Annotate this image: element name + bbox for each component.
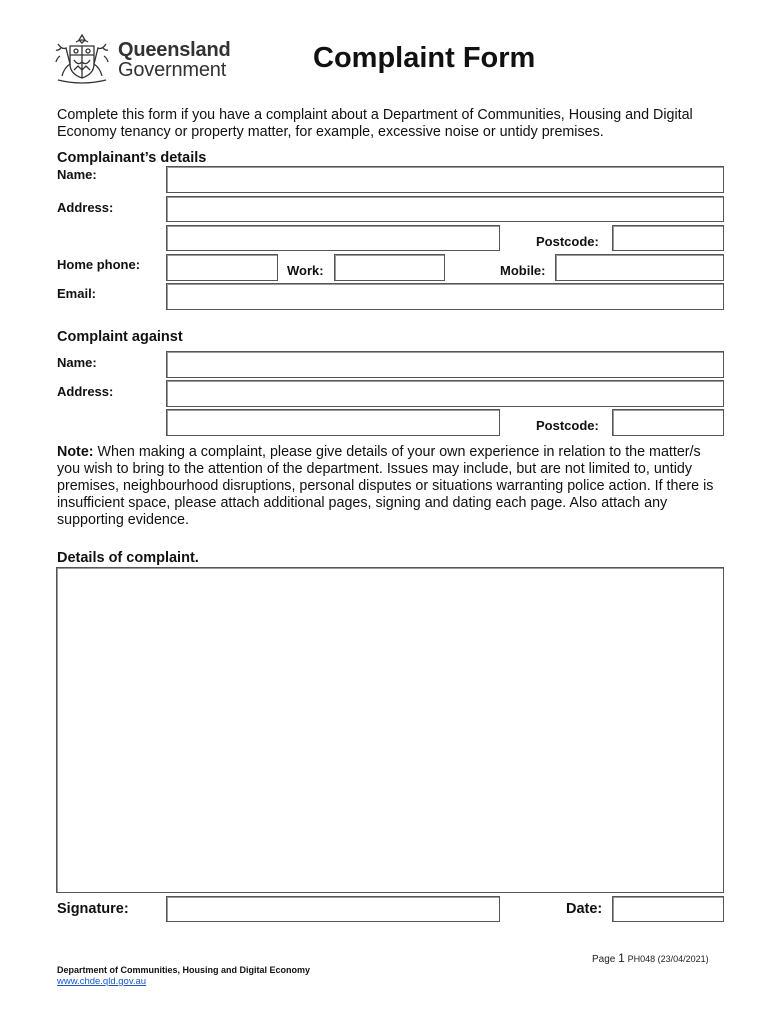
against-postcode-field[interactable] xyxy=(612,409,724,436)
note-text: When making a complaint, please give details of your own experience in relation to the matter/s you wish to bring to the attention of the department. Issues may include, but are not limited to, untidy premises, neighbourhood disruptions, personal disputes or situations warranting police action. If there is insufficient space, please attach additional pages, signing and dating each page. Also attach any supporting evidence. xyxy=(57,444,714,528)
page-title: Complaint Form xyxy=(313,42,536,74)
email-field[interactable] xyxy=(166,283,724,310)
footer-department: Department of Communities, Housing and Digital Economy xyxy=(57,965,311,975)
against-name-field[interactable] xyxy=(166,351,724,378)
home-phone-field[interactable] xyxy=(166,254,278,281)
details-heading: Details of complaint. xyxy=(57,550,199,566)
note-lead: Note: xyxy=(57,444,94,460)
date-field[interactable] xyxy=(612,896,724,922)
date-label: Date: xyxy=(566,901,603,917)
complainant-name-label: Name: xyxy=(57,167,97,182)
logo-line-government: Government xyxy=(118,59,227,81)
page-footer-number xyxy=(592,951,709,965)
complainant-address-field-2[interactable] xyxy=(166,225,500,251)
against-address-field-1[interactable] xyxy=(166,380,724,407)
work-phone-field[interactable] xyxy=(334,254,445,281)
signature-field[interactable] xyxy=(166,896,500,922)
page-word: Page xyxy=(592,954,616,965)
against-address-label: Address: xyxy=(57,384,114,399)
against-postcode-label: Postcode: xyxy=(536,418,599,433)
email-label: Email: xyxy=(57,286,97,301)
signature-label: Signature: xyxy=(57,901,129,917)
qld-government-logo xyxy=(52,32,232,86)
doc-code: PH048 (23/04/2021) xyxy=(627,954,709,964)
complainant-postcode-label: Postcode: xyxy=(536,234,599,249)
complainant-heading: Complainant’s details xyxy=(57,150,207,166)
footer-website-link[interactable]: www.chde.qld.gov.au xyxy=(57,976,147,987)
coat-of-arms-icon xyxy=(52,32,112,86)
logo-line-queensland: Queensland xyxy=(118,39,231,61)
page-number: 1 xyxy=(618,951,625,965)
work-phone-label: Work: xyxy=(287,263,324,278)
complainant-address-field-1[interactable] xyxy=(166,196,724,222)
complainant-postcode-field[interactable] xyxy=(612,225,724,251)
note-paragraph xyxy=(57,444,725,529)
home-phone-label: Home phone: xyxy=(57,257,141,272)
mobile-phone-field[interactable] xyxy=(555,254,724,281)
complainant-name-field[interactable] xyxy=(166,166,724,193)
details-textarea[interactable] xyxy=(56,567,724,893)
intro-text: Complete this form if you have a complaint about a Department of Communities, Housing and Digital Economy tenancy or property matter, for example, excessive noise or untidy premises. xyxy=(57,107,693,140)
against-address-field-2[interactable] xyxy=(166,409,500,436)
against-name-label: Name: xyxy=(57,355,97,370)
complainant-address-label: Address: xyxy=(57,200,114,215)
complaint-against-heading: Complaint against xyxy=(57,329,183,345)
mobile-phone-label: Mobile: xyxy=(500,263,546,278)
